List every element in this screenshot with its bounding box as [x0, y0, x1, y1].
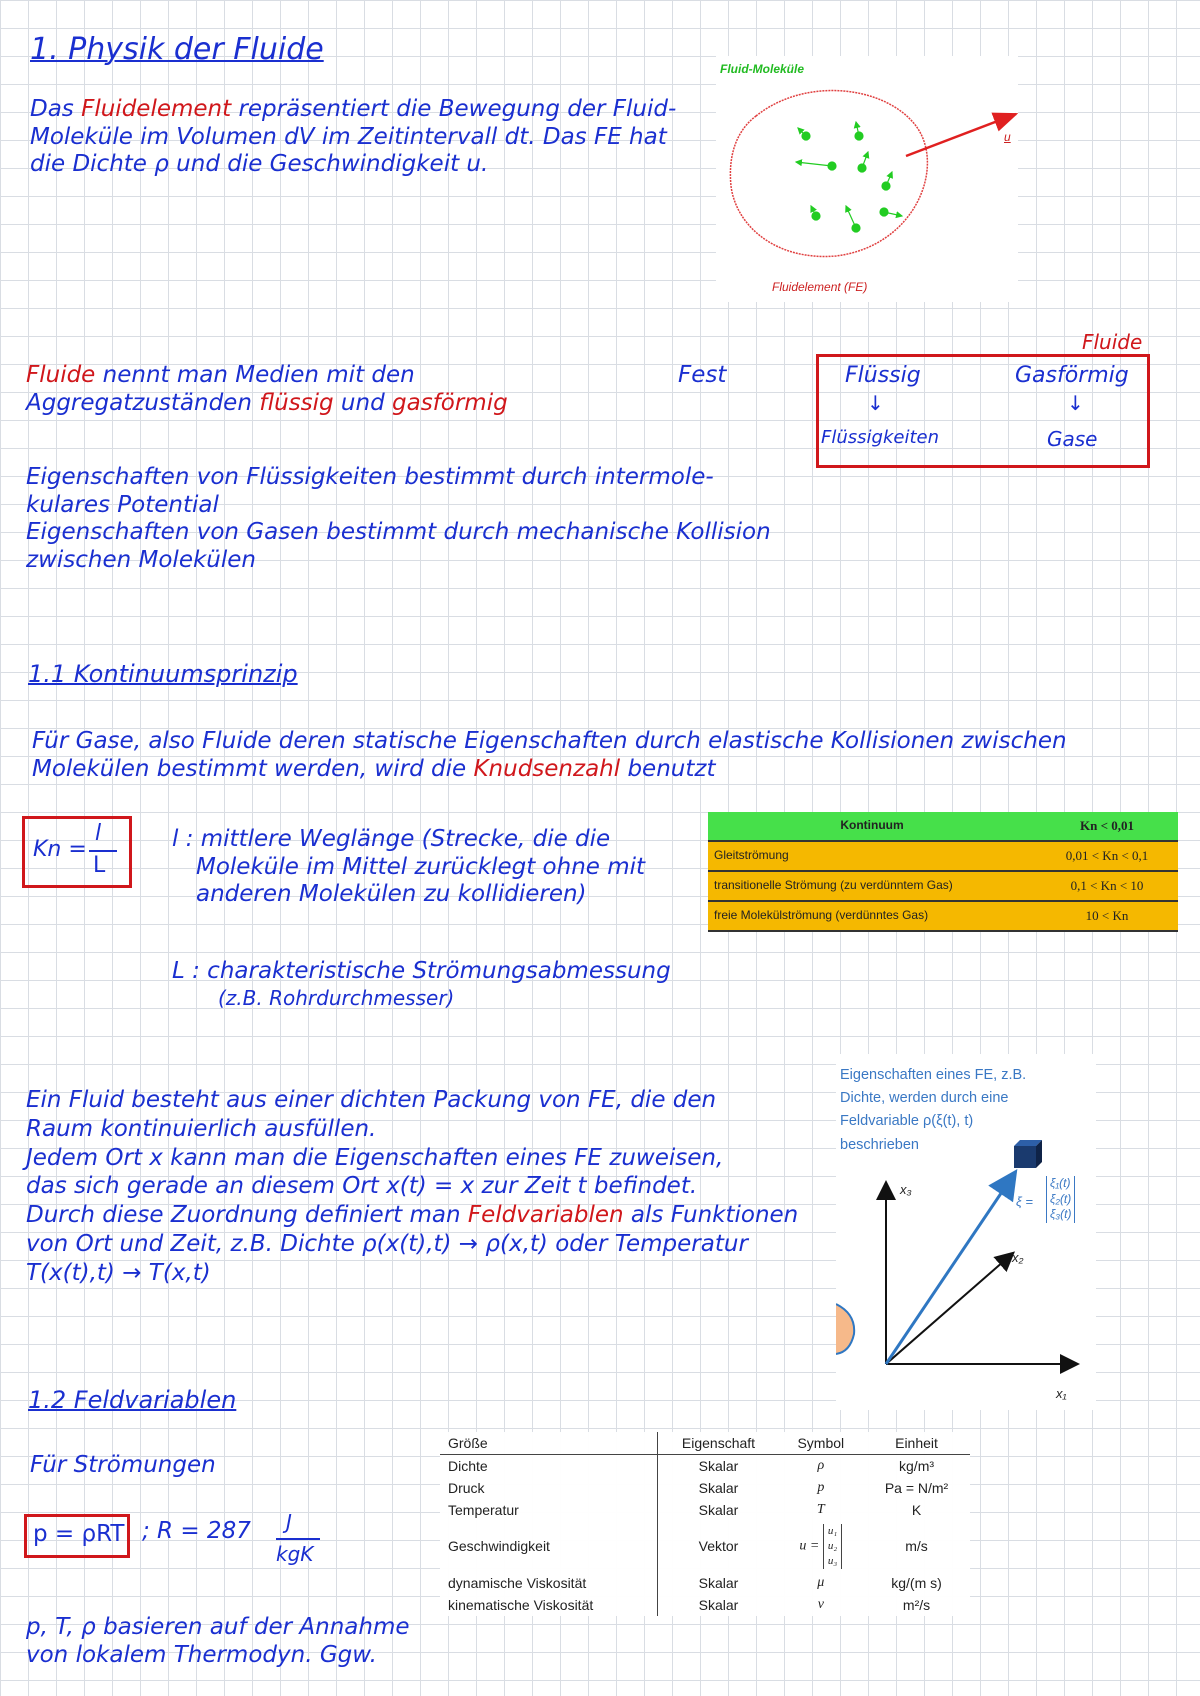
- note-text: von lokalem Thermodyn. Ggw.: [26, 1641, 377, 1668]
- xi-component: ξ₁(t): [1050, 1176, 1071, 1190]
- table-cell: Skalar: [698, 1574, 739, 1591]
- table-cell: ν: [817, 1596, 824, 1612]
- caption-text: Feldvariable ρ(ξ(t), t): [840, 1113, 974, 1130]
- fest-label: Fest: [678, 362, 727, 388]
- definition-text: l : mittlere Weglänge (Strecke, die die: [172, 826, 611, 852]
- fluide-definition-text: und: [333, 389, 392, 416]
- field-variables-table: [440, 1432, 970, 1616]
- table-row: [708, 901, 1178, 931]
- properties-text: Eigenschaften von Flüssigkeiten bestimmt durch intermole-: [26, 464, 714, 490]
- section-title-kontinuumsprinzip: 1.1 Kontinuumsprinzip: [28, 660, 298, 688]
- fluide-definition-text: Aggregatzuständen: [26, 389, 260, 416]
- velocity-component: u₃: [827, 1554, 838, 1567]
- kontinuum-paragraph: [32, 728, 1172, 783]
- decoration-shape: [836, 1304, 854, 1354]
- table-cell: 0,01 < Kn < 0,1: [1036, 841, 1178, 871]
- table-cell: ρ: [817, 1458, 825, 1473]
- gas-constant-unit-den: kgK: [276, 1542, 314, 1566]
- table-cell: 10 < Kn: [1036, 901, 1178, 931]
- velocity-arrow: [906, 114, 1016, 156]
- fluid-element-diagram: [716, 56, 1018, 302]
- table-cell: [779, 1521, 863, 1572]
- packing-text: Ein Fluid besteht aus einer dichten Packung von FE, die den: [26, 1087, 717, 1113]
- gas-constant-unit-num: J: [286, 1510, 292, 1534]
- packing-text: als Funktionen: [623, 1202, 799, 1228]
- table-cell: Gleitströmung: [708, 841, 1036, 871]
- table-cell: 0,1 < Kn < 10: [1036, 871, 1178, 901]
- fluessig-label: Flüssig: [845, 363, 921, 388]
- table-cell: Skalar: [698, 1480, 739, 1496]
- packing-text: Durch diese Zuordnung definiert man: [26, 1202, 468, 1228]
- table-header-cell: Kontinuum: [708, 812, 1036, 841]
- table-header-cell: Eigenschaft: [658, 1432, 779, 1455]
- table-row: [440, 1499, 970, 1521]
- table-row: [708, 871, 1178, 901]
- xi-vector-components: [1046, 1176, 1075, 1223]
- fluessig-term: flüssig: [259, 389, 334, 416]
- xi-component: ξ₃(t): [1050, 1207, 1072, 1222]
- molecules: [796, 122, 902, 232]
- caption-text: Dichte, werden durch eine: [840, 1090, 1009, 1107]
- section-title-feldvariablen: 1.2 Feldvariablen: [28, 1386, 237, 1414]
- kontinuum-text: Molekülen bestimmt werden, wird die: [32, 755, 474, 782]
- feldvariablen-term: Feldvariablen: [467, 1202, 624, 1228]
- table-cell: Pa = N/m²: [884, 1480, 949, 1496]
- table-cell: Skalar: [698, 1458, 739, 1474]
- packing-text: Raum kontinuierlich ausfüllen.: [26, 1115, 377, 1142]
- table-cell: Geschwindigkeit: [440, 1521, 658, 1572]
- xi-component: ξ₂(t): [1050, 1191, 1072, 1206]
- table-cell: kinematische Viskosität: [440, 1594, 658, 1616]
- gas-law-formula: p = ρRT: [33, 1521, 125, 1547]
- table-cell: K: [911, 1502, 922, 1518]
- table-header-cell: Kn < 0,01: [1036, 812, 1178, 841]
- intro-paragraph: [30, 96, 710, 179]
- fluid-element-figure: [716, 56, 1018, 302]
- definition-text: anderen Molekülen zu kollidieren): [196, 881, 587, 908]
- caption-text: Eigenschaften eines FE, z.B.: [840, 1067, 1027, 1083]
- packing-text: von Ort und Zeit, z.B. Dichte ρ(x(t),t) → ρ(x,t) oder Temperatur: [26, 1230, 748, 1257]
- gase-label: Gase: [1047, 427, 1098, 451]
- table-cell: m²/s: [902, 1596, 931, 1613]
- axis-x2-label: x₂: [1012, 1250, 1024, 1265]
- table-row: [440, 1594, 970, 1616]
- packing-text: das sich gerade an diesem Ort x(t) = x zur Zeit t befindet.: [26, 1173, 698, 1200]
- definition-text: Moleküle im Mittel zurücklegt ohne mit: [196, 853, 646, 880]
- table-cell: T: [816, 1502, 825, 1517]
- stroemungen-text: Für Strömungen: [30, 1452, 216, 1478]
- fluid-packing-paragraph: [26, 1086, 826, 1287]
- table-cell: transitionelle Strömung (zu verdünntem Gas): [708, 871, 1036, 901]
- fluessigkeiten-label: Flüssigkeiten: [821, 427, 939, 448]
- fluide-box-title: Fluide: [1082, 330, 1143, 354]
- properties-text: Eigenschaften von Gasen bestimmt durch mechanische Kollision: [26, 519, 771, 546]
- velocity-vector-label: u: [1004, 130, 1011, 144]
- properties-paragraph: [26, 464, 806, 574]
- gas-law-box: [24, 1514, 130, 1558]
- knudsen-regime-table: [708, 812, 1178, 932]
- intro-text: die Dichte ρ und die Geschwindigkeit u.: [30, 151, 489, 178]
- packing-text: T(x(t),t) → T(x,t): [26, 1259, 211, 1286]
- table-cell: Dichte: [440, 1455, 658, 1478]
- arrow-down-icon: ↓: [1067, 391, 1084, 415]
- knudsen-denominator: L: [93, 853, 106, 878]
- packing-text: Jedem Ort x kann man die Eigenschaften eines FE zuweisen,: [26, 1144, 724, 1171]
- table-cell: μ: [817, 1574, 825, 1590]
- table-row: [440, 1477, 970, 1499]
- table-header-cell: Einheit: [863, 1432, 970, 1455]
- table-header-row: [440, 1432, 970, 1455]
- properties-text: zwischen Molekülen: [26, 546, 256, 573]
- fluid-element-boundary: [730, 91, 927, 257]
- table-header-row: [708, 812, 1178, 841]
- table-cell: Vektor: [698, 1538, 739, 1555]
- table-header-cell: Größe: [440, 1432, 658, 1455]
- table-cell: Skalar: [698, 1502, 739, 1518]
- table-row: [440, 1521, 970, 1572]
- knudsenzahl-term: Knudsenzahl: [473, 755, 621, 782]
- definition-text: L : charakteristische Strömungsabmessung: [172, 958, 671, 984]
- thermodyn-note: [26, 1614, 410, 1669]
- section-title-physik: 1. Physik der Fluide: [30, 32, 324, 67]
- table-cell: Druck: [440, 1477, 658, 1499]
- coordinate-figure: [836, 1054, 1096, 1410]
- velocity-component: u₁: [827, 1525, 838, 1537]
- fluide-definition-text: nennt man Medien mit den: [95, 362, 415, 388]
- fraction-bar: [276, 1538, 320, 1540]
- kontinuum-text: benutzt: [620, 755, 716, 782]
- table-cell: Skalar: [698, 1596, 739, 1613]
- note-text: p, T, ρ basieren auf der Annahme: [26, 1614, 410, 1640]
- fraction-bar: [89, 850, 117, 852]
- gasfoermig-label: Gasförmig: [1015, 363, 1129, 388]
- fluidelement-term: Fluidelement: [81, 96, 232, 122]
- fluide-classification-box: [816, 354, 1150, 468]
- table-header-cell: Symbol: [779, 1432, 863, 1455]
- definition-text: (z.B. Rohrdurchmesser): [218, 985, 455, 1010]
- fluid-element-cube: [1014, 1140, 1042, 1168]
- gasfoermig-term: gasförmig: [392, 389, 508, 416]
- table-cell: p: [817, 1480, 825, 1495]
- intro-text: Das: [30, 96, 82, 122]
- fluid-molecules-label: Fluid-Moleküle: [720, 62, 804, 76]
- arrow-down-icon: ↓: [867, 391, 884, 415]
- table-cell: kg/m³: [899, 1458, 935, 1474]
- fluide-definition: [26, 362, 706, 417]
- table-cell: Temperatur: [440, 1499, 658, 1521]
- table-row: [440, 1455, 970, 1478]
- axis-x1-label: x₁: [1056, 1386, 1067, 1401]
- table-cell: freie Molekülströmung (verdünntes Gas): [708, 901, 1036, 931]
- definition-l: [172, 826, 692, 909]
- table-row: [708, 841, 1178, 871]
- fluid-element-label: Fluidelement (FE): [772, 280, 868, 294]
- properties-text: kulares Potential: [26, 491, 219, 518]
- fluide-term: Fluide: [26, 362, 96, 388]
- definition-L: [172, 958, 692, 1010]
- velocity-symbol: u =: [799, 1538, 820, 1554]
- intro-text: repräsentiert die Bewegung der Fluid-: [231, 96, 677, 122]
- kontinuum-text: Für Gase, also Fluide deren statische Eigenschaften durch elastische Kollisionen zwischen: [32, 728, 1067, 754]
- xi-vector-lhs: ξ =: [1016, 1194, 1034, 1209]
- knudsen-numerator: l: [95, 821, 102, 846]
- table-row: [440, 1572, 970, 1594]
- table-cell: dynamische Viskosität: [440, 1572, 658, 1594]
- intro-text: Moleküle im Volumen dV im Zeitintervall dt. Das FE hat: [30, 123, 667, 150]
- table-cell: m/s: [905, 1538, 928, 1555]
- velocity-component: u₂: [827, 1539, 838, 1552]
- knudsen-formula-lhs: Kn =: [33, 837, 87, 862]
- knudsen-formula-box: [22, 816, 132, 888]
- axis-x3-label: x₃: [900, 1182, 912, 1197]
- table-cell: kg/(m s): [891, 1574, 942, 1591]
- coordinate-axes-diagram: [836, 1054, 1096, 1410]
- caption-text: beschrieben: [840, 1136, 919, 1153]
- velocity-vector: [823, 1524, 842, 1569]
- gas-constant: ; R = 287: [142, 1518, 251, 1544]
